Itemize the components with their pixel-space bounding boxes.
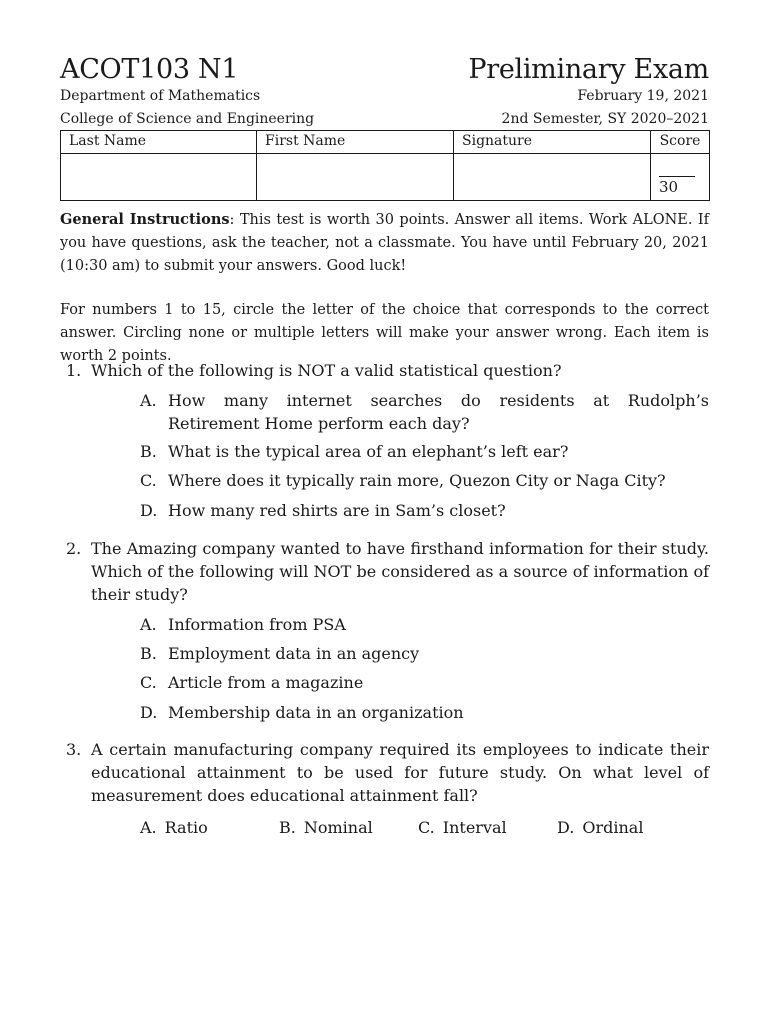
inline-options	[140, 816, 696, 839]
option-letter: A.	[140, 818, 157, 837]
option-letter: D.	[140, 703, 158, 722]
option-text: Ordinal	[582, 818, 644, 837]
last-name-label: Last Name	[61, 131, 257, 154]
question-2-option-a[interactable]	[140, 613, 709, 636]
general-instructions	[60, 208, 709, 278]
first-name-label: First Name	[257, 131, 454, 154]
option-text: What is the typical area of an elephant’s left ear?	[168, 442, 569, 461]
option-text: Where does it typically rain more, Quezon City or Naga City?	[168, 471, 666, 490]
option-letter: D.	[140, 501, 158, 520]
question-2	[60, 537, 709, 606]
question-1-option-c[interactable]	[140, 469, 709, 492]
department: Department of Mathematics	[60, 88, 261, 104]
question-3-option-c[interactable]	[418, 816, 557, 839]
question-3	[60, 738, 709, 807]
header-title-row	[60, 54, 709, 85]
option-text: Membership data in an organization	[168, 703, 464, 722]
option-letter: C.	[418, 818, 435, 837]
signature-label: Signature	[454, 131, 651, 154]
option-text: Article from a magazine	[168, 673, 364, 692]
question-number: 2.	[66, 539, 82, 558]
exam-date: February 19, 2021	[577, 88, 709, 104]
question-1-option-a[interactable]	[140, 389, 709, 435]
option-text: How many red shirts are in Sam’s closet?	[168, 501, 506, 520]
header-college-row	[60, 111, 709, 127]
score-total: 30	[659, 176, 695, 196]
question-3-option-d[interactable]	[557, 816, 696, 839]
question-2-option-d[interactable]	[140, 701, 709, 724]
option-text: Information from PSA	[168, 615, 346, 634]
option-letter: B.	[140, 644, 157, 663]
question-stem: The Amazing company wanted to have firsthand information for their study. Which of the following will NOT be considered as a source of information of their study?	[91, 539, 709, 604]
score-field	[651, 154, 710, 201]
question-3-option-a[interactable]	[140, 816, 279, 839]
option-letter: D.	[557, 818, 575, 837]
question-1-option-d[interactable]	[140, 499, 709, 522]
question-number: 3.	[66, 740, 82, 759]
option-text: Interval	[442, 818, 507, 837]
question-stem: Which of the following is NOT a valid statistical question?	[91, 361, 562, 380]
score-label: Score	[651, 131, 710, 154]
question-stem: A certain manufacturing company required its employees to indicate their educational attainment to be used for future study. On what level of measurement does educational attainment fall?	[91, 740, 709, 805]
exam-title: Preliminary Exam	[468, 54, 709, 85]
instructions-text: : This test is worth 30 points. Answer all items. Work ALONE. If you have questions, ask the teacher, not a classmate. You have until February 20, 2021 (10:30 am) to submit your answers. Good luck!	[60, 212, 709, 274]
signature-field[interactable]	[454, 154, 651, 201]
option-letter: C.	[140, 673, 157, 692]
section-directions: For numbers 1 to 15, circle the letter of the choice that corresponds to the correct answer. Circling none or multiple letters will make your answer wrong. Each item is worth 2 points.	[60, 302, 709, 364]
student-info-table	[60, 130, 710, 201]
instructions-title: General Instructions	[60, 211, 230, 228]
header-dept-row	[60, 88, 709, 104]
question-3-option-b[interactable]	[279, 816, 418, 839]
semester: 2nd Semester, SY 2020–2021	[501, 111, 709, 127]
option-text: How many internet searches do residents at Rudolph’s Retirement Home perform each day?	[168, 391, 709, 433]
option-text: Nominal	[303, 818, 373, 837]
first-name-field[interactable]	[257, 154, 454, 201]
college: College of Science and Engineering	[60, 111, 315, 127]
question-2-option-b[interactable]	[140, 642, 709, 665]
option-letter: A.	[140, 391, 157, 410]
last-name-field[interactable]	[61, 154, 257, 201]
question-2-option-c[interactable]	[140, 671, 709, 694]
question-number: 1.	[66, 361, 82, 380]
option-letter: A.	[140, 615, 157, 634]
option-text: Ratio	[164, 818, 208, 837]
option-text: Employment data in an agency	[168, 644, 420, 663]
question-3-options	[60, 816, 709, 840]
option-letter: C.	[140, 471, 157, 490]
course-code: ACOT103 N1	[60, 54, 239, 85]
option-letter: B.	[279, 818, 296, 837]
option-letter: B.	[140, 442, 157, 461]
question-1-option-b[interactable]	[140, 440, 709, 463]
question-1	[60, 359, 709, 382]
